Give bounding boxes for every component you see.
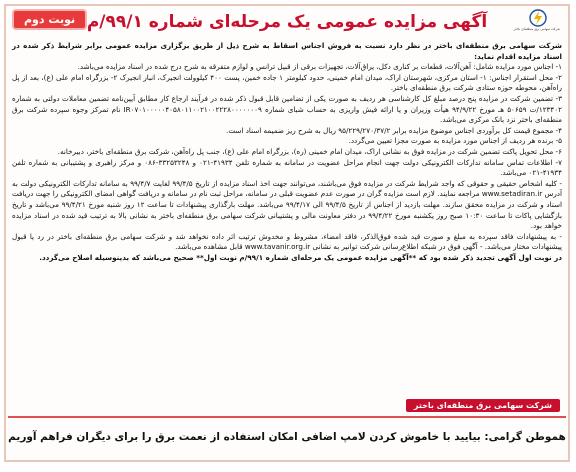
clause-location: ۲- محل استقرار اجناس: ۱- استان مرکزی، شهرستان اراک، میدان امام خمینی، حدود کیلومتر ۱ جاده خمین، پست ۴۰۰ کیلوولت انجیرک، انبار انجیرک ۲- بزرگراه امام علی (ع)، بعد از پل راه‌آهن، محوطه حوزه ستادی شرکت برق منطقه‌ای باختر. [12, 72, 562, 93]
intro-paragraph: شرکت سهامی برق منطقه‌ای باختر در نظر دارد نسبت به فروش اجناس اسقاط به شرح ذیل از طریق برگزاری مزایده عمومی برابر شرایط ذکر شده در اسناد مزایده اقدام نماید: [12, 41, 562, 61]
ad-title: آگهی مزایده عمومی یک مرحله‌ای شماره ۹۹/۱/م [86, 12, 488, 32]
advertisement-page [4, 4, 570, 462]
footer-notice: هموطن گرامی: بیایید با خاموش کردن لامپ اضافی امکان استفاده از نعمت برق را برای دیگران فراهم آوریم [8, 416, 566, 456]
clause-delivery: ۶- محل تحویل پاکت تضمین شرکت در مزایده فوق به نشانی اراک، میدان امام خمینی (ره)، بزرگراه امام علی (ع)، جنب پل راه‌آهن، شرکت برق منطقه‌ای باختر، دبیرخانه. [57, 146, 562, 156]
signature-box: شرکت سهامی برق منطقه‌ای باختر [406, 399, 560, 412]
clause-schedule: - کلیه اشخاص حقیقی و حقوقی که واجد شرایط شرکت در مزایده فوق می‌باشند، می‌توانند جهت اخذ اسناد مزایده از تاریخ ۹۹/۴/۵ لغایت ۹۹/۴/۷ به سامانه تدارکات الکترونیکی دولت به آدرس www.setadiran.ir مراجعه نمایند. لازم است مزایده گران در صورت عدم عضویت قبلی در سامانه، مراحل ثبت نام در سامانه و دریافت گواهی امضای الکترونیکی را جهت دریافت اسناد و شرکت در مزایده محقق سازند. مهلت بازدید از اجناس از تاریخ ۹۹/۴/۵ الی ۹۹/۴/۱۷ می‌باشد. مهلت بارگذاری پیشنهادات تا ساعت ۱۲ روز شنبه مورخ ۹۹/۴/۲۱ می‌باشد و تاریخ بازگشایی پاکات تا ساعت ۱۰:۳۰ صبح روز یکشنبه مورخ ۹۹/۴/۲۲ در دفتر معاونت مالی و پشتیبانی شرکت سهامی برق منطقه‌ای باختر به نشانی بالا به ترتیب قید شده در اسناد مزایده خواهد بود. [12, 178, 563, 231]
logo-caption: شرکت سهامی برق منطقه‌ای باختر [513, 27, 560, 31]
round-badge: نوبت دوم [14, 11, 85, 28]
ad-header [6, 6, 568, 40]
clause-total-price: ۴- مجموع قیمت کل برآوردی اجناس موضوع مزایده برابر ۹۵/۲۲۹/۲۷۰/۳۷/۲ ریال به شرح ریز ضمیمه اسناد است. [226, 125, 562, 135]
ad-body [6, 40, 568, 263]
clause-winner: ۵- برنده هر ردیف از اجناس مورد مزایده به صورت مجزا تعیین می‌گردد. [348, 136, 562, 146]
clause-guarantee: ۳- تضمین شرکت در مزایده پنج درصد مبلغ کل کارشناسی هر ردیف به صورت یکی از تضامین قابل قبول ذکر شده در فرآیند ارجاع کار مطابق آیین‌نامه تضمین معاملات دولتی به شماره ۱۲۳۴۰۲/ت ۵۰۶۵۹ هـ مورخ ۹۴/۹/۲۲ هیأت وزیران و یا ارائه فیش واریزی به حساب شبای شماره IR۰۷۰۱۰۰۰۰۰۴۰۵۸۰۱۱۰۰۲۱۰۰۲۲۲۸۰۰۰۰۰۰۰۹ نام تمرکز وجوه سپرده شرکت برق منطقه‌ای باختر نزد بانک مرکزی می‌باشد. [12, 93, 562, 125]
clause-items: ۱- اجناس مورد مزایده شامل: آهن‌آلات، قطعات بر کناری دکل، یراق‌آلات، تجهیزات برقی از قبیل ترانس و لوازم متفرقه به شرح درج شده در اسناد مزایده می‌باشد. [77, 62, 562, 72]
correction-line: در نوبت اول آگهی تجدید ذکر شده بود که **آگهی مزایده عمومی یک مرحله‌ای شماره ۹۹/۱/م نوبت اول** صحیح می‌باشد که بدینوسیله اصلاح می‌گردد. [39, 252, 562, 262]
clause-conditions: - به پیشنهادات فاقد سپرده به مبلغ و صورت قید شده فوق‌الذکر، فاقد امضاء، مشروط و مخدوش ترتیب اثر داده نخواهد شد و شرکت سهامی برق منطقه‌ای باختر در رد یا قبول پیشنهادات مختار می‌باشد. - آگهی فوق در شبکه اطلاع‌رسانی شرکت توانیر به نشانی www.tavanir.org.ir قابل مشاهده می‌باشد. [12, 231, 562, 252]
clause-contact: ۷- اطلاعات تماس سامانه تدارکات الکترونیکی دولت جهت انجام مراحل عضویت در سامانه به شماره تلفن ۴۱۹۳۴-۰۲۱ و ۳۳۲۵۳۲۴۸-۰۸۶ و مرکز راهبری و پشتیبانی به شماره تلفن ۴۱۹۳۴-۰۲۱ می‌باشد. [12, 157, 562, 178]
